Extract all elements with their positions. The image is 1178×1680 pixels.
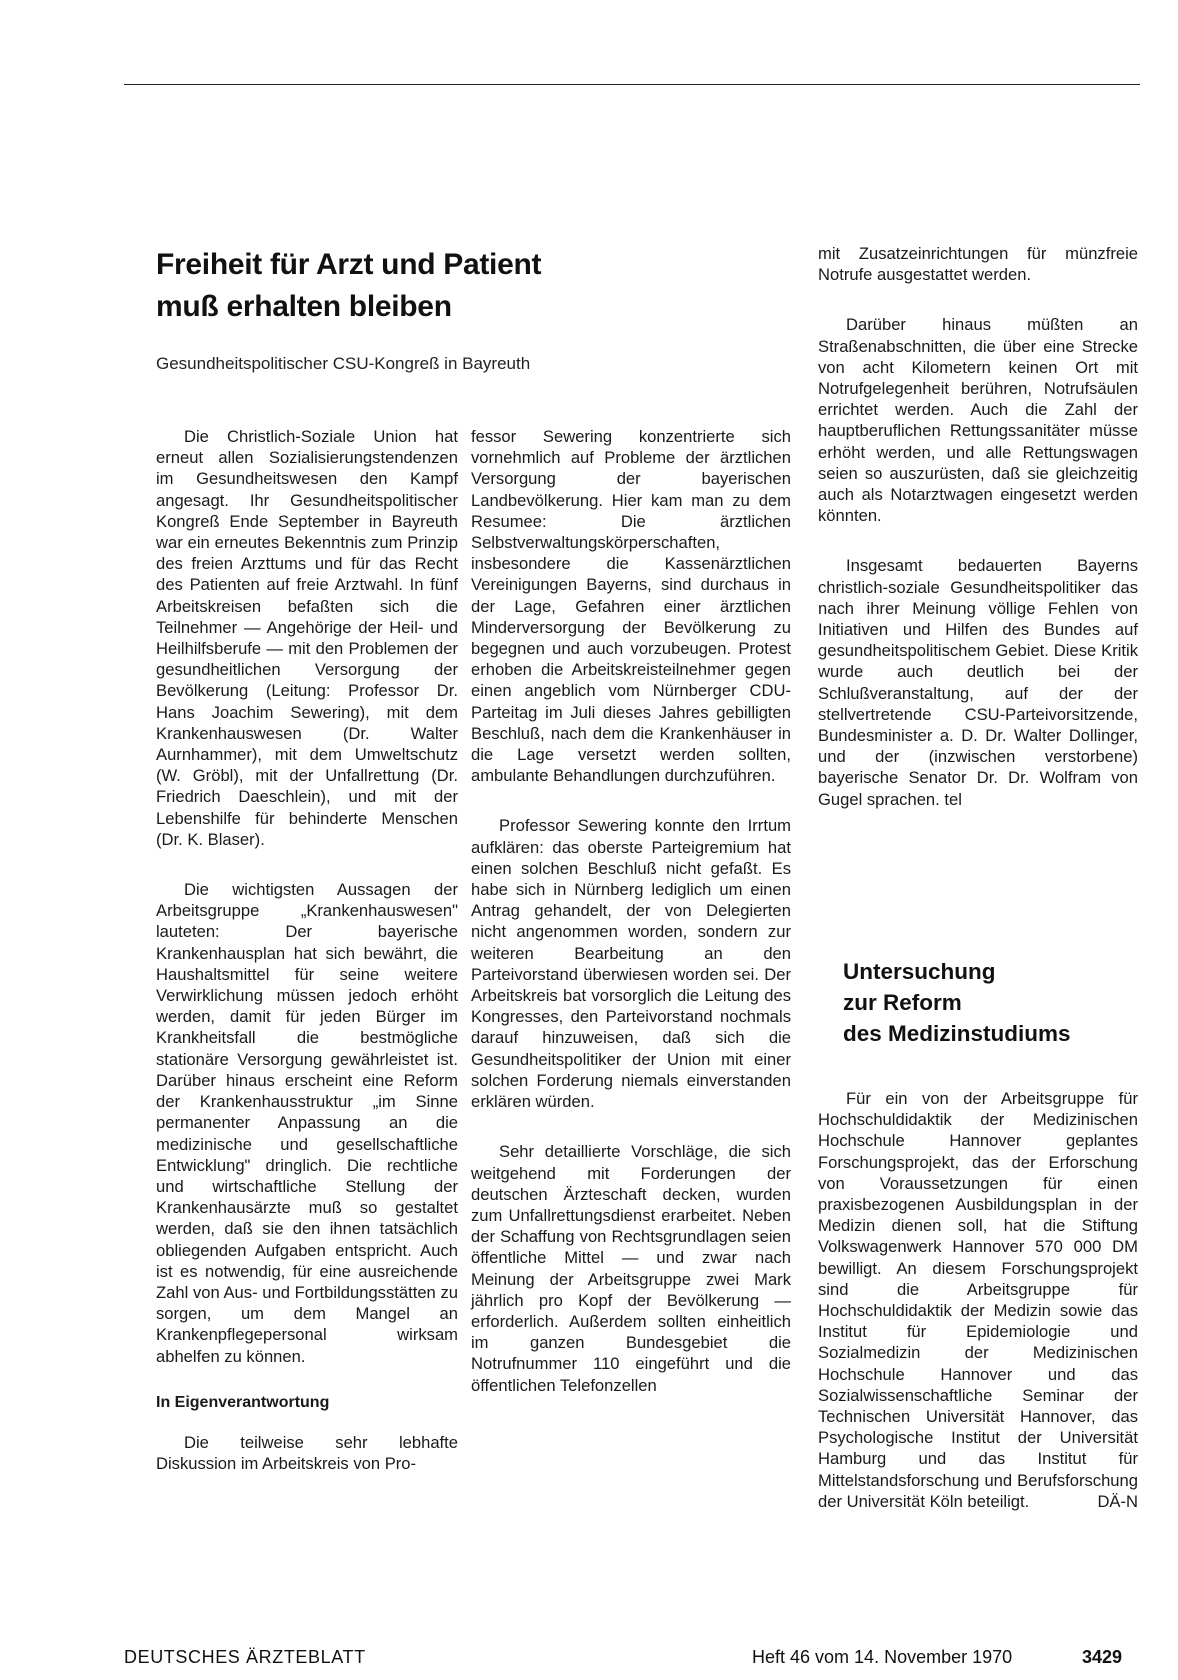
issue-info: Heft 46 vom 14. November 1970 <box>752 1647 1013 1667</box>
column-1 <box>156 426 458 1503</box>
side-article-signature: DÄ-N <box>1097 1491 1138 1511</box>
paragraph: mit Zusatzeinrichtungen für münzfreie Notrufe ausgestattet werden. <box>818 244 1138 285</box>
side-article-body <box>818 1088 1138 1541</box>
paragraph: Darüber hinaus müßten an Straßenabschnitten, die über eine Strecke von acht Kilometern keinen Ort mit Notrufgelegenheit berühren, Notrufsäulen errichtet werden. Auch die Zahl der hauptberuflichen Rettungssanitäter müsse erhöht werden, und alle Rettungswagen seien so auszurüsten, daß sie gleichzeitig auch als Notarztwagen eingesetzt werden könnten. <box>818 315 1138 526</box>
paragraph <box>818 555 1138 809</box>
paragraph-text: Insgesamt bedauerten Bayerns christlich-soziale Gesundheitspolitiker das nach ihrer Meinung völlige Fehlen von Initiativen und Hilfen des Bundes auf gesundheitspolitischem Gebiet. Diese Kritik wurde auch deutlich bei der Schlußveranstaltung, auf der der stellvertretende CSU-Parteivorsitzende, Bundesminister a. D. Dr. Walter Dollinger, und der (inzwischen verstorbene) bayerische Senator Dr. Dr. Wolfram von Gugel sprachen. <box>818 556 1138 809</box>
side-title-line-3: des Medizinstudiums <box>843 1021 1071 1046</box>
paragraph: Professor Sewering konnte den Irrtum aufklären: das oberste Parteigremium hat einen solchen Beschluß nicht gefaßt. Es habe sich in Nürnberg lediglich um einen Antrag gehandelt, der von Delegierten nicht angenommen worden, sondern zur weiteren Bearbeitung an den Parteivorstand überwiesen worden sei. Der Arbeitskreis bat vorsorglich die Leitung des Kongresses, den Parteivorstand nochmals darauf hinzuweisen, daß sich die Gesundheitspolitiker der Union mit einer solchen Forderung niemals einverstanden erklären würden. <box>471 816 791 1112</box>
side-article-title <box>843 956 1123 1049</box>
paragraph: Die teilweise sehr lebhafte Diskussion im Arbeitskreis von Pro- <box>156 1432 458 1473</box>
paragraph: fessor Sewering konzentrierte sich vornehmlich auf Probleme der ärztlichen Versorgung der bayerischen Landbevölkerung. Hier kam man zu dem Resumee: Die ärztlichen Selbstverwaltungskörperschaften, insbesondere die Kassenärztlichen Vereinigungen Bayerns, sind durchaus in der Lage, Gefahren einer ärztlichen Minderversorgung der Bevölkerung zu begegnen und auch vorzubeugen. Protest erhoben die Arbeitskreisteilnehmer gegen einen angeblich vom Nürnberger CDU-Parteitag im Juli dieses Jahres gebilligten Beschluß, nach dem die Krankenhäuser in die Lage versetzt werden sollten, ambulante Behandlungen durchzuführen. <box>471 427 791 786</box>
title-line-1: Freiheit für Arzt und Patient <box>156 248 542 281</box>
section-subheading: In Eigenverantwortung <box>156 1393 330 1411</box>
paragraph-text: Für ein von der Arbeitsgruppe für Hochschuldidaktik der Medizinischen Hochschule Hannover geplantes Forschungsprojekt, das der Erforschung von Voraussetzungen für einen praxisbezogenen Ausbildungsplan in der Medizin dienen soll, hat die Stiftung Volkswagenwerk Hannover 570 000 DM bewilligt. An diesem Forschungsprojekt sind die Arbeitsgruppe für Hochschuldidaktik der Medizin sowie das Institut für Epidemiologie und Sozialmedizin der Medizinischen Hochschule Hannover und das Sozialwissenschaftliche Seminar der Technischen Universität Hannover, das Psychologische Institut der Universität Hamburg und das Institut für Mittelstandsforschung und Berufsforschung der Universität Köln beteiligt. <box>818 1089 1138 1511</box>
title-line-2: muß erhalten bleiben <box>156 290 452 323</box>
side-title-line-1: Untersuchung <box>843 959 996 984</box>
paragraph: Die wichtigsten Aussagen der Arbeitsgruppe „Krankenhauswesen" lauteten: Der bayerische Krankenhausplan hat sich bewährt, die Haushaltsmittel für seine weitere Verwirklichung müssen jedoch erhöht werden, damit für jeden Bürger im Krankheitsfall die bestmögliche stationäre Versorgung gewährleistet ist. Darüber hinaus erscheint eine Reform der Krankenhausstruktur „im Sinne permanenter Anpassung an die medizinische und gesellschaftliche Entwicklung" dringlich. Die rechtliche und wirtschaftliche Stellung der Krankenhausärzte muß so gestaltet werden, daß sie den ihnen tatsächlich obliegenden Aufgaben entspricht. Auch ist es notwendig, für eine ausreichende Zahl von Aus- und Fortbildungsstätten zu sorgen, um dem Mangel an Krankenpflegepersonal wirksam abhelfen zu können. <box>156 880 458 1366</box>
column-3 <box>818 243 1138 839</box>
side-title-line-2: zur Reform <box>843 990 962 1015</box>
journal-name: DEUTSCHES ÄRZTEBLATT <box>124 1647 366 1667</box>
column-2 <box>471 426 791 1425</box>
paragraph: Die Christlich-Soziale Union hat erneut allen Sozialisierungstendenzen im Gesundheitswesen den Kampf angesagt. Ihr Gesundheitspolitischer Kongreß Ende September in Bayreuth war ein erneutes Bekenntnis zum Prinzip des freien Arzttums und für das Recht des Patienten auf freie Arztwahl. In fünf Arbeitskreisen befaßten sich die Teilnehmer — Angehörige der Heil- und Heilhilfsberufe — mit den Problemen der gesundheitlichen Versorgung der Bevölkerung (Leitung: Professor Dr. Hans Joachim Sewering), mit dem Krankenhauswesen (Dr. Walter Aurnhammer), mit dem Umweltschutz (W. Gröbl), mit der Unfallrettung (Dr. Friedrich Daeschlein), und mit der Lebenshilfe für behinderte Menschen (Dr. K. Blaser). <box>156 427 458 849</box>
article-title <box>156 244 656 328</box>
author-signature: tel <box>944 789 962 809</box>
page-number: 3429 <box>1082 1647 1123 1667</box>
top-rule <box>124 84 1140 85</box>
article-subtitle: Gesundheitspolitischer CSU-Kongreß in Bayreuth <box>156 354 531 373</box>
paragraph: Sehr detaillierte Vorschläge, die sich weitgehend mit Forderungen der deutschen Ärzteschaft decken, wurden zum Unfallrettungsdienst erarbeitet. Neben der Schaffung von Rechtsgrundlagen seien öffentliche Mittel — und zwar nach Meinung der Arbeitsgruppe zwei Mark jährlich pro Kopf der Bevölkerung — erforderlich. Außerdem sollten einheitlich im ganzen Bundesgebiet die Notrufnummer 110 eingeführt und die öffentlichen Telefonzellen <box>471 1142 791 1395</box>
paragraph <box>818 1088 1138 1512</box>
